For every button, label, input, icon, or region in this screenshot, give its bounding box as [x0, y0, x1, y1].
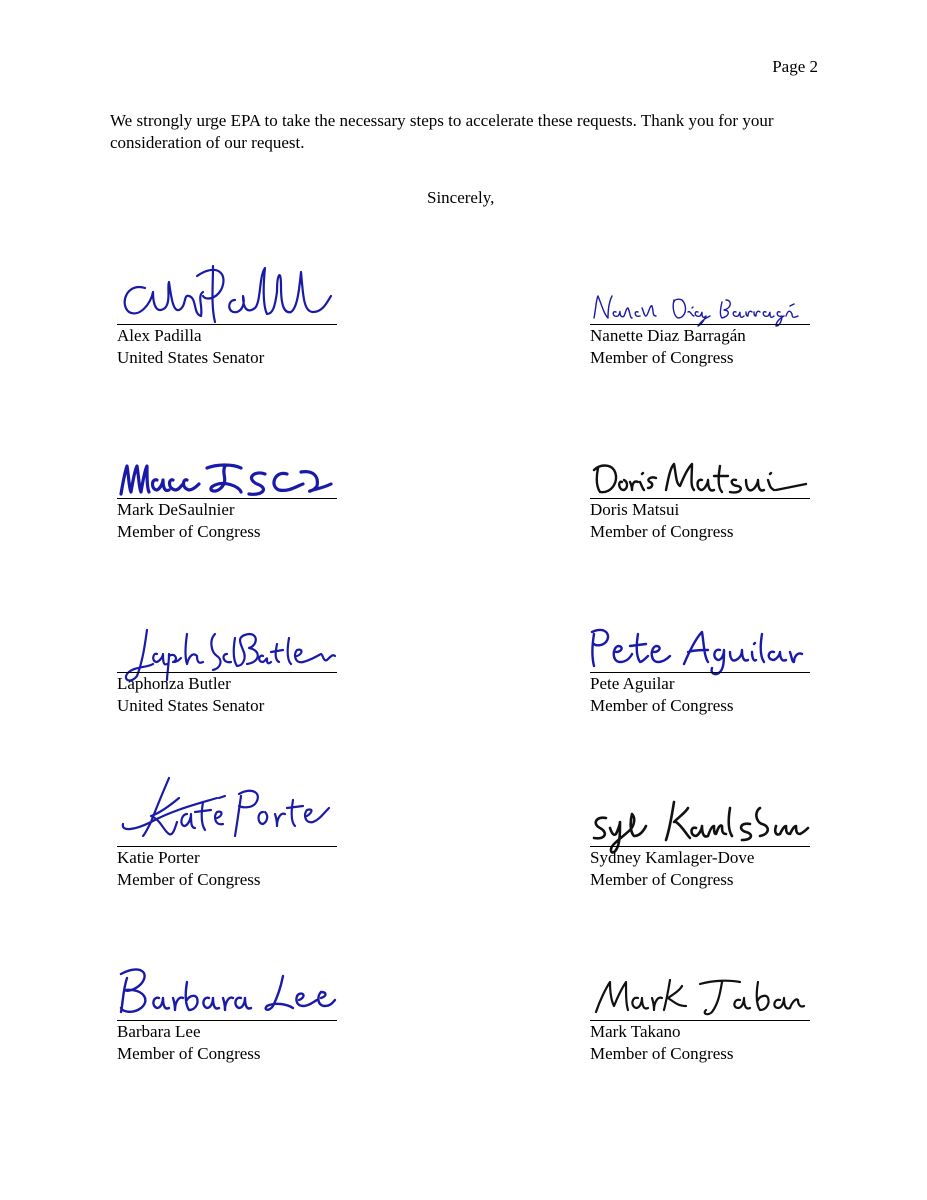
- signatory-title: United States Senator: [117, 696, 265, 715]
- signatory-name: Alex Padilla: [117, 326, 202, 345]
- signature-desaulnier: [117, 430, 337, 500]
- signature-kamlager-dove: [590, 778, 810, 848]
- signatory-name: Doris Matsui: [590, 500, 680, 519]
- signatory-title: Member of Congress: [117, 870, 261, 889]
- signature-takano: [590, 952, 810, 1022]
- signatory-name: Mark Takano: [590, 1022, 681, 1041]
- signature-porter: [117, 778, 337, 848]
- signatory-title: United States Senator: [117, 348, 265, 367]
- signature-butler: [117, 604, 337, 674]
- page-number: Page 2: [772, 57, 818, 76]
- signatory-title: Member of Congress: [590, 1044, 734, 1063]
- signatory-name: Mark DeSaulnier: [117, 500, 235, 519]
- signatory-title: Member of Congress: [117, 522, 261, 541]
- signature-barragan: [590, 256, 810, 326]
- signatory-title: Member of Congress: [117, 1044, 261, 1063]
- signatory-title: Member of Congress: [590, 870, 734, 889]
- signature-lee: [117, 952, 337, 1022]
- signature-matsui: [590, 430, 810, 500]
- signature-padilla: [117, 256, 337, 326]
- signatory-title: Member of Congress: [590, 522, 734, 541]
- signatory-name: Barbara Lee: [117, 1022, 201, 1041]
- signatory-name: Sydney Kamlager-Dove: [590, 848, 755, 867]
- closing-salutation: Sincerely,: [427, 188, 495, 207]
- body-paragraph: We strongly urge EPA to take the necessary steps to accelerate these requests. Thank you for your consideration of our request.: [110, 111, 774, 152]
- signatory-name: Nanette Diaz Barragán: [590, 326, 746, 345]
- signatory-name: Katie Porter: [117, 848, 200, 867]
- signatory-title: Member of Congress: [590, 696, 734, 715]
- signature-aguilar: [590, 604, 810, 674]
- signatory-name: Laphonza Butler: [117, 674, 231, 693]
- signatory-name: Pete Aguilar: [590, 674, 675, 693]
- signatory-title: Member of Congress: [590, 348, 734, 367]
